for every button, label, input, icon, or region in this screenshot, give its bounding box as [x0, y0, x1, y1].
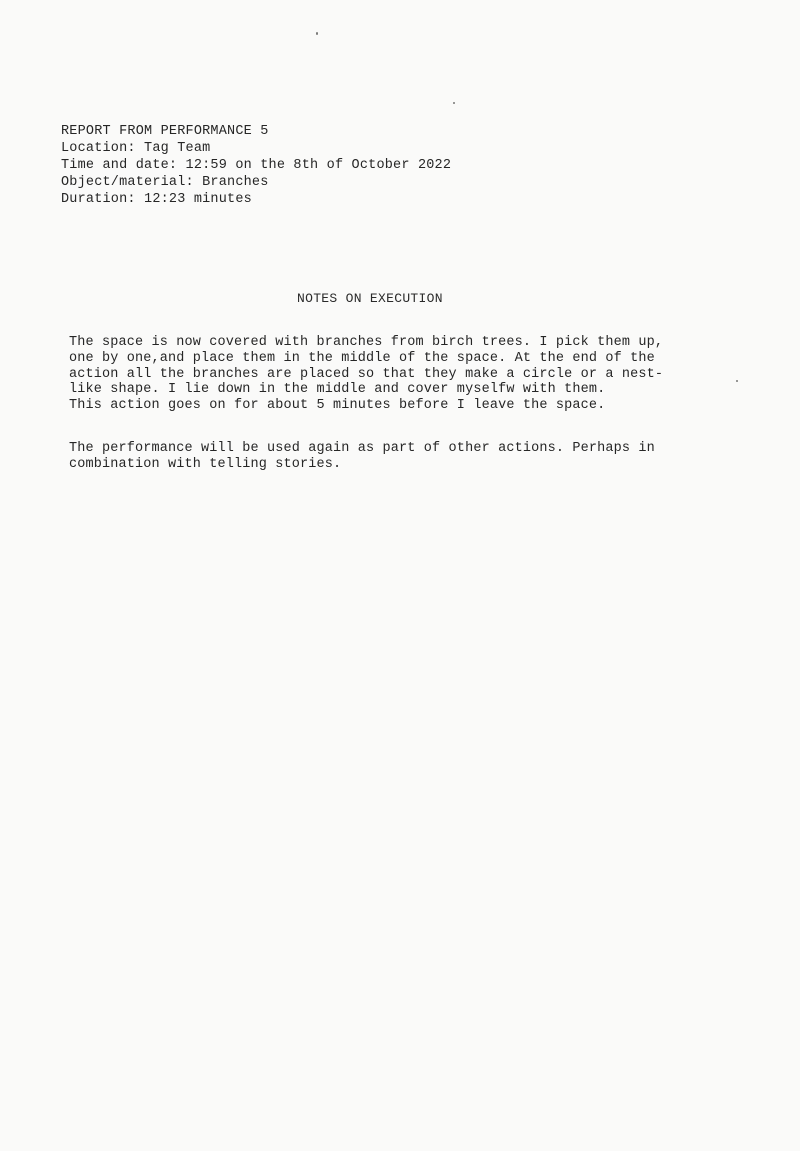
paper-speck	[736, 380, 738, 382]
section-heading: NOTES ON EXECUTION	[297, 291, 443, 306]
text-line: like shape. I lie down in the middle and cover myselfw with them.	[69, 382, 606, 398]
report-header	[61, 123, 451, 208]
text-line: one by one,and place them in the middle of the space. At the end of the	[69, 350, 655, 366]
text-line: action all the branches are placed so that they make a circle or a nest-	[69, 366, 664, 382]
report-duration: Duration: 12:23 minutes	[61, 192, 252, 207]
text-line: The space is now covered with branches from birch trees. I pick them up,	[69, 335, 664, 350]
report-object-material: Object/material: Branches	[61, 175, 269, 190]
text-line: The performance will be used again as part of other actions. Perhaps in	[69, 441, 655, 456]
report-time-and-date: Time and date: 12:59 on the 8th of October 2022	[61, 158, 452, 173]
report-title: REPORT FROM PERFORMANCE 5	[61, 124, 269, 139]
text-line: combination with telling stories.	[69, 456, 342, 472]
paper-speck	[316, 32, 318, 35]
notes-paragraph-2	[69, 441, 655, 473]
text-line: This action goes on for about 5 minutes before I leave the space.	[69, 398, 606, 414]
report-location: Location: Tag Team	[61, 141, 211, 156]
paper-speck	[453, 102, 455, 104]
notes-paragraph-1	[69, 335, 663, 414]
